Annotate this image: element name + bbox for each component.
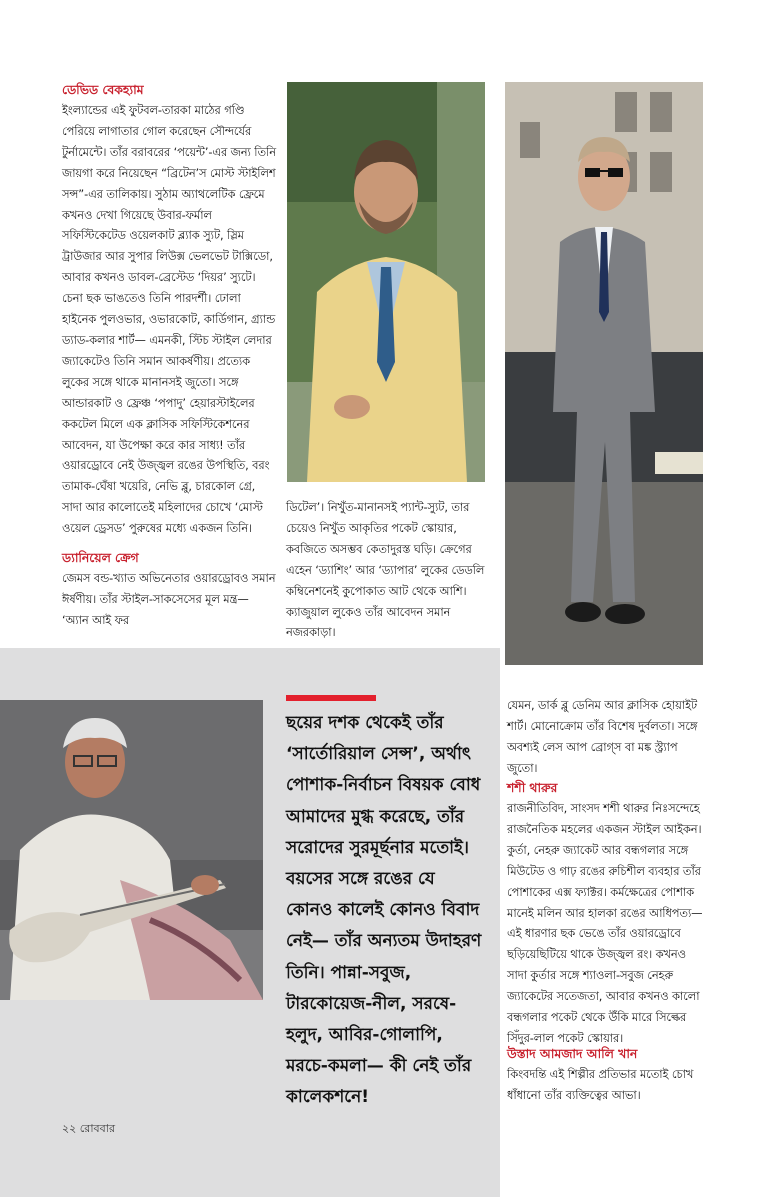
beckham-heading: ডেভিড বেকহ্যাম xyxy=(62,82,144,97)
amjad-photo xyxy=(0,700,263,1000)
beckham-body: ইংল্যান্ডের এই ফুটবল-তারকা মাঠের গণ্ডি পেরিয়ে লাগাতার গোল করেছেন সৌন্দর্যের টুর্নামেন্টে। তাঁর বরাবরের ‘পয়েন্ট’-এর জন্য তিনি জায়গা করে নিয়েছেন “ব্রিটেন’স মোস্ট স্টাইলিশ সন্স”-এর তালিকায়। সুঠাম অ্যাথলেটিক ফ্রেমে কখনও দেখা গিয়েছে উবার-ফর্মাল সফিস্টিকেটেড ওয়েলকাট ব্ল্যাক স্যুট, স্লিম ট্রাউজার আর সুপার লিউক্স ভেলভেট টাক্সিডো, আবার কখনও ডাবল-ব্রেস্টেড ‘দিয়র’ স্যুটে। চেনা ছক ভাঙতেও তিনি পারদর্শী। ঢোলা হাইনেক পুলওভার, ওভারকোট, কার্ডিগান, গ্র্যান্ড ড্যাড-কলার শার্ট— এমনকী, স্টিচ স্টাইল লেদার জ্যাকেটেও তিনি সমান আকর্ষণীয়। প্রত্যেক লুকের সঙ্গে থাকে মানানসই জুতো। সঙ্গে আন্ডারকাট ও ফ্রেঞ্চ ‘পপাদু’ হেয়ারস্টাইলের ককটেল মিলে এক ক্লাসিক সফিস্টিকেশনের আবেদন, যা উপেক্ষা করে কার সাধ্য! তাঁর ওয়ারড্রোবে নেই উজ্জ্বল রঙের উপস্থিতি, বরং তামাক-ঘেঁষা খয়েরি, নেভি ব্লু, চারকোল গ্রে, সাদা আর কালোতেই মহিলাদের চোখে ‘মোস্ট ওয়েল ড্রেসড’ পুরুষের মধ্যে একজন তিনি। xyxy=(62,103,276,536)
amjad-pullquote: ছয়ের দশক থেকেই তাঁর ‘সার্তোরিয়াল সেন্স’, অর্থাৎ পোশাক-নির্বাচন বিষয়ক বোধ আমাদের মুগ্ধ করেছে, তাঁর সরোদের সুরমূর্ছনার মতোই। বয়সের সঙ্গে রঙের যে কোনও কালেই কোনও বিবাদ নেই— তাঁর অন্যতম উদাহরণ তিনি। পান্না-সবুজ, টারকোয়েজ-নীল, সরষে-হলুদ, আবির-গোলাপি, মরচে-কমলা— কী নেই তাঁর কালেকশনে! xyxy=(286,713,482,1108)
tharoor-heading: শশী থারুর xyxy=(507,780,558,795)
craig-column-middle xyxy=(286,497,486,643)
craig-heading: ড্যানিয়েল ক্রেগ xyxy=(62,550,139,565)
craig-body-middle: ডিটেল’। নিখুঁত-মানানসই প্যান্ট-স্যুট, তার চেয়েও নিখুঁত আকৃতির পকেট স্কোয়ার, কবজিতে অসম্ভব কেতাদুরস্ত ঘড়ি। ক্রেগের এহেন ‘ড্যাশিং’ আর ‘ড্যাপার’ লুকের ডেডলি কম্বিনেশনেই কুপোকাত আট থেকে আশি। ক্যাজুয়াল লুকেও তাঁর আবেদন সমান নজরকাড়া। xyxy=(286,500,485,640)
page-folio: ২২ রোববার xyxy=(62,1122,115,1135)
craig-column-end xyxy=(507,695,705,779)
tharoor-column xyxy=(507,778,705,1049)
craig-photo xyxy=(505,82,703,665)
craig-body-start: জেমস বন্ড-খ্যাত অভিনেতার ওয়ারড্রোবও সমান ঈর্ষণীয়। তাঁর স্টাইল-সাকসেসের মূল মন্ত্র— ‘অ্যান আই ফর xyxy=(62,571,276,627)
amjad-column xyxy=(507,1044,705,1106)
beckham-column xyxy=(62,80,276,539)
amjad-body: কিংবদন্তি এই শিল্পীর প্রতিভার মতোই চোখ ধাঁধানো তাঁর ব্যক্তিত্বের আভা। xyxy=(507,1067,694,1102)
amjad-heading: উস্তাদ আমজাদ আলি খান xyxy=(507,1046,638,1061)
tharoor-body: রাজনীতিবিদ, সাংসদ শশী থারুর নিঃসন্দেহে রাজনৈতিক মহলের একজন স্টাইল আইকন। কুর্তা, নেহরু জ্যাকেট আর বন্ধগলার সঙ্গে মিউটেড ও গাঢ় রঙের রুচিশীল ব্যবহার তাঁর পোশাকের এক্স ফ্যাক্টর। কর্মক্ষেত্রের পোশাক মানেই মলিন আর হালকা রঙের আধিপত্য— এই ধারণার ছক ভেঙে তাঁর ওয়ারড্রোবে ছড়িয়েছিটিয়ে থাকে উজ্জ্বল রং। কখনও সাদা কুর্তার সঙ্গে শ্যাওলা-সবুজ নেহরু জ্যাকেটের সতেজতা, আবার কখনও কালো বন্ধগলার পকেট থেকে উঁকি মারে সিল্কের সিঁদুর-লাল পকেট স্কোয়ার। xyxy=(507,801,703,1045)
craig-body-end: যেমন, ডার্ক ব্লু ডেনিম আর ক্লাসিক হোয়াইট শার্ট। মোনোক্রোম তাঁর বিশেষ দুর্বলতা। সঙ্গে অবশ্যই লেস আপ ব্রোগ্স বা মঙ্ক স্ট্র্যাপ জুতো। xyxy=(507,698,698,775)
beckham-photo xyxy=(287,82,485,482)
craig-column-start xyxy=(62,548,276,631)
pullquote-accent-bar xyxy=(286,695,376,701)
